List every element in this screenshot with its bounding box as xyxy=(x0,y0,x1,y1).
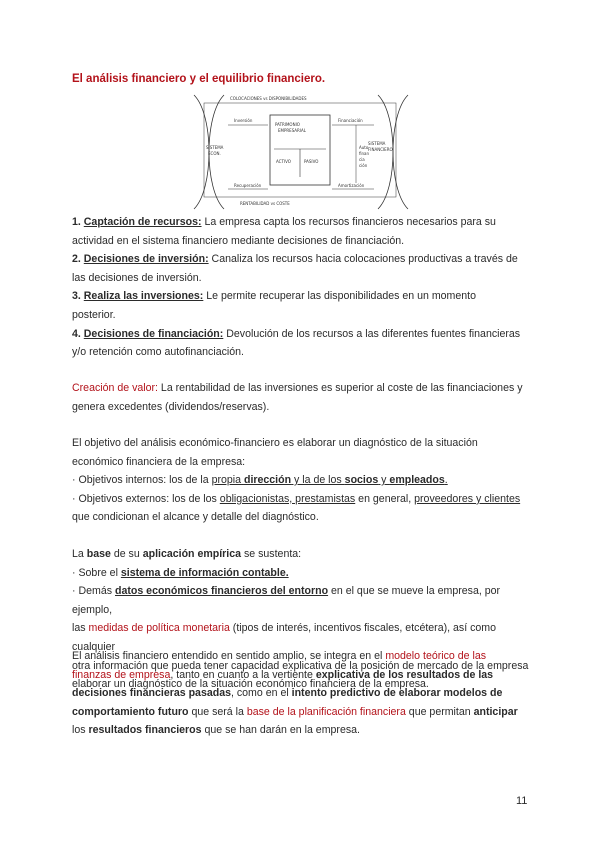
text-decisiones: decisiones financieras pasadas xyxy=(72,687,231,700)
text-planificacion: base de la planificación financiera xyxy=(246,705,406,718)
list-item xyxy=(72,287,534,306)
text: de su xyxy=(110,548,143,560)
text-resultados: resultados financieros xyxy=(88,724,202,737)
left-system-arc xyxy=(194,95,209,209)
text-proveedores: proveedores y clientes xyxy=(414,492,521,505)
text: que permitan xyxy=(405,705,474,718)
text-obligacionistas: obligacionistas, prestamistas xyxy=(219,492,356,505)
item-text: La empresa capta los recursos financieros necesarios para su xyxy=(201,216,496,228)
text: y xyxy=(378,474,390,487)
page-number: 11 xyxy=(516,795,528,807)
activo-label: ACTIVO xyxy=(276,159,291,164)
objetivo-line: El objetivo del análisis económico-financiero es elaborar un diagnóstico de la situación xyxy=(72,437,478,449)
item-number: 4. xyxy=(72,327,84,340)
item-text: Canaliza los recursos hacia colocaciones productivas a través de xyxy=(208,253,518,266)
objetivo-line: económico financiera de la empresa: xyxy=(72,455,246,468)
text: , tanto en cuanto a la vertiente xyxy=(170,668,316,681)
text: . xyxy=(444,474,448,487)
valor-label: Creación de valor: xyxy=(72,382,158,394)
right-system-label-1: SISTEMA xyxy=(368,141,386,146)
final-paragraph xyxy=(72,647,534,740)
text: que será la xyxy=(188,705,247,718)
diagram-bottom-label: RENTABILIDAD vs COSTE xyxy=(240,201,290,206)
text-base: base xyxy=(86,548,111,560)
pasivo-label: PASIVO xyxy=(304,159,319,164)
text: las xyxy=(72,622,89,635)
item-number: 3. xyxy=(72,290,84,303)
financiacion-label: Financiación xyxy=(338,118,363,123)
text: · Objetivos externos: los de los xyxy=(72,492,220,505)
final-line xyxy=(72,684,534,703)
text-explicativa: explicativa de los resultados de las xyxy=(315,668,494,681)
base-line xyxy=(72,564,534,583)
text: en el que se mueve la empresa, por ejemplo, xyxy=(72,585,501,616)
text-empleados: empleados xyxy=(389,474,445,487)
inversion-label: Inversión xyxy=(234,118,253,123)
financial-flow-diagram xyxy=(190,93,412,211)
final-line xyxy=(72,703,534,722)
list-item-cont: y/o retención como autofinanciación. xyxy=(72,346,244,359)
valor-text: La rentabilidad de las inversiones es superior al coste de las financiaciones y xyxy=(157,382,523,394)
text-propia: propia xyxy=(211,474,242,487)
text: que se han darán en la empresa. xyxy=(201,724,360,737)
base-line: elaborar un diagnóstico de la situación económico financiera de la empresa. xyxy=(72,678,429,691)
base-line xyxy=(72,582,534,619)
text-medidas: medidas de política monetaria xyxy=(88,622,230,635)
right-system-arc xyxy=(393,95,408,209)
right-system-label-2: FINANCIERO xyxy=(368,147,393,152)
base-line: otra información que pueda tener capacidad explicativa de la posición de mercado de la empresa xyxy=(72,659,529,672)
numbered-list xyxy=(72,213,534,362)
list-item xyxy=(72,325,534,344)
item-number: 1. xyxy=(72,216,84,228)
text-anticipar: anticipar xyxy=(473,705,518,718)
text-aplicacion: aplicación empírica xyxy=(142,548,242,560)
base-line xyxy=(72,545,534,564)
list-item-cont: posterior. xyxy=(72,308,116,321)
text: · Objetivos internos: los de la xyxy=(72,474,212,487)
text: en general, xyxy=(355,492,415,505)
list-item xyxy=(72,213,534,232)
text-sistema: sistema de información contable. xyxy=(120,566,289,579)
final-line xyxy=(72,721,534,740)
left-system-label-1: SISTEMA xyxy=(206,145,224,150)
amortizacion-label: Amortización xyxy=(338,183,365,188)
autofin-label-1: Auto xyxy=(359,145,369,150)
text-datos: datos económicos financieros del entorno xyxy=(114,585,329,598)
item-heading: Realiza las inversiones: xyxy=(83,290,204,303)
final-line xyxy=(72,647,534,666)
autofin-label-4: ción xyxy=(359,163,368,168)
text-finanzas: finanzas de empresa xyxy=(72,668,171,681)
list-item-cont: actividad en el sistema financiero mediante decisiones de financiación. xyxy=(72,234,405,247)
item-text: Devolución de los recursos a las diferentes fuentes financieras xyxy=(223,327,521,340)
objetivo-paragraph xyxy=(72,434,534,527)
autofin-label-2: finan xyxy=(359,151,370,156)
text: · Sobre el xyxy=(72,566,121,579)
item-heading: Decisiones de inversión: xyxy=(83,253,209,266)
text: (tipos de interés, incentivos fiscales, etcétera), así como cualquier xyxy=(72,622,496,653)
item-heading: Decisiones de financiación: xyxy=(83,327,224,340)
text-comportamiento: comportamiento futuro xyxy=(72,705,189,718)
diagram-svg xyxy=(190,93,412,211)
text-modelo: modelo teórico de las xyxy=(385,650,487,662)
text: y la de los xyxy=(291,474,345,487)
text: La xyxy=(72,548,87,560)
recuperacion-label: Recuperación xyxy=(234,183,262,188)
text-intento: intento predictivo de elaborar modelos de xyxy=(291,687,503,700)
right-system-arc-inner xyxy=(378,95,393,209)
valor-line-2: genera excedentes (dividendos/reservas). xyxy=(72,400,270,413)
text: · Demás xyxy=(72,585,115,598)
text-direccion: dirección xyxy=(243,474,292,487)
objetivos-internos xyxy=(72,471,534,490)
valor-line xyxy=(72,379,534,398)
objetivo-line: que condicionan el alcance y detalle del diagnóstico. xyxy=(72,511,319,524)
list-item-cont: las decisiones de inversión. xyxy=(72,271,202,284)
text: los xyxy=(72,724,89,737)
objetivos-externos xyxy=(72,490,534,509)
text: se sustenta: xyxy=(241,548,302,560)
text-socios: socios xyxy=(344,474,379,487)
page-title: El análisis financiero y el equilibrio financiero. xyxy=(72,73,326,85)
autofin-label-3: cia xyxy=(359,157,365,162)
item-text: Le permite recuperar las disponibilidades en un momento xyxy=(203,290,476,303)
item-number: 2. xyxy=(72,253,84,266)
list-item xyxy=(72,250,534,269)
valor-paragraph xyxy=(72,379,534,416)
text: El análisis financiero entendido en sentido amplio, se integra en el xyxy=(72,650,386,662)
text: , como en el xyxy=(230,687,292,700)
patrimonio-label-2: EMPRESARIAL xyxy=(278,128,306,133)
item-heading: Captación de recursos: xyxy=(83,216,202,228)
left-system-label-2: ECON. xyxy=(208,151,221,156)
final-line xyxy=(72,666,534,685)
diagram-top-label: COLOCACIONES vs DISPONIBILIDADES xyxy=(230,96,307,101)
patrimonio-label-1: PATRIMONIO xyxy=(275,122,300,127)
